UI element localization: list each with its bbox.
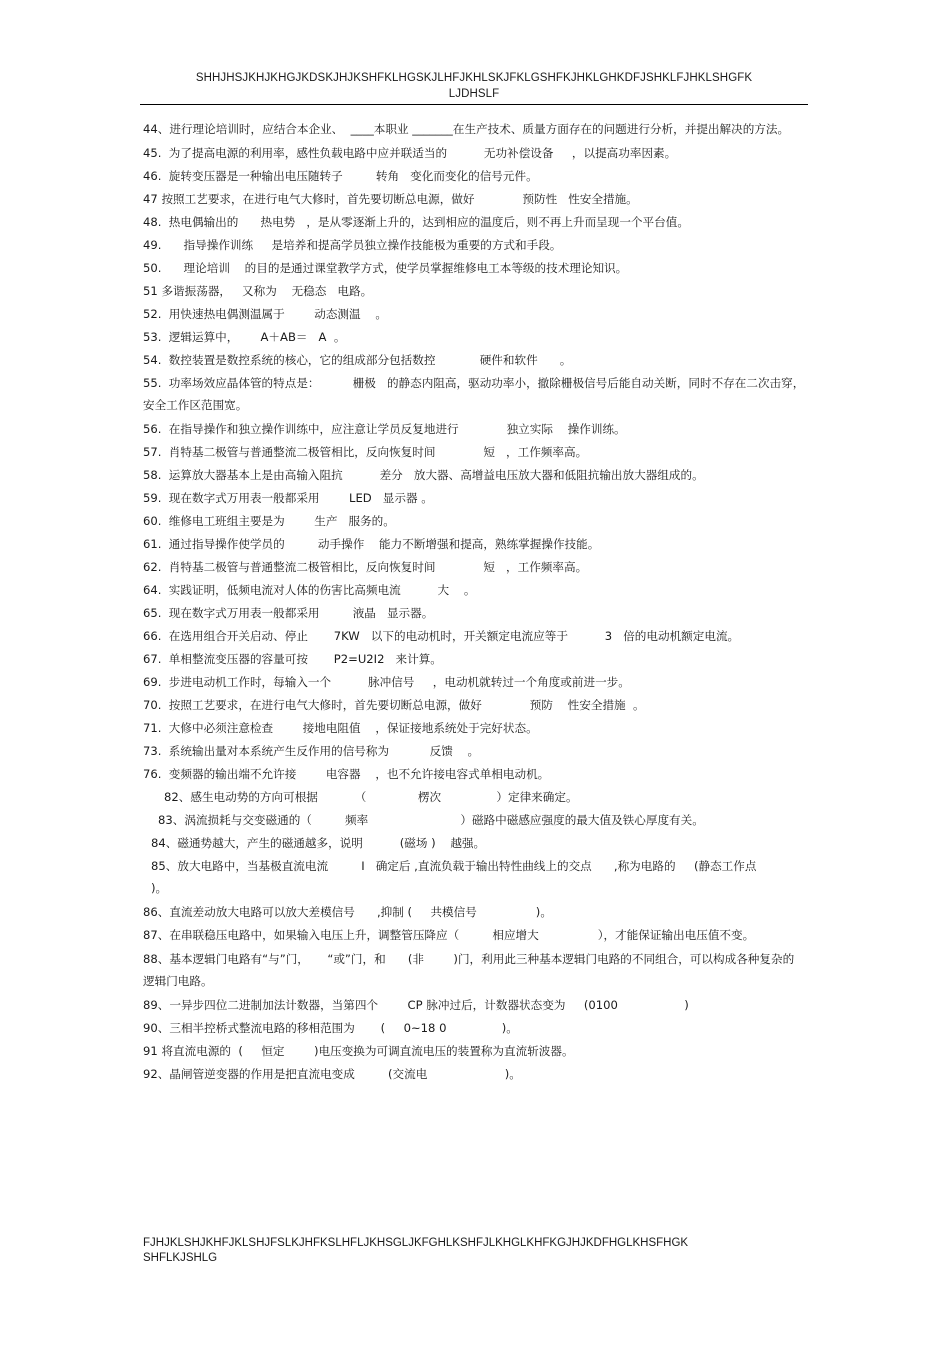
footer-line-1: FJHJKLSHJKHFJKLSHJFSLKJHFKSLHFLJKHSGLJKFGHLKSHFJLKHGLKHFKGJHJKDFHGLKHSFHGK bbox=[143, 1237, 689, 1249]
question-item: 70. 按照工艺要求，在进行电气大修时，首先要切断总电源，做好 预防 性安全措施 。 bbox=[143, 698, 645, 712]
question-item: 46. 旋转变压器是一种输出电压随转子 转角 变化而变化的信号元件。 bbox=[143, 169, 538, 183]
question-item: 57. 肖特基二极管与普通整流二极管相比，反向恢复时间 短 ，工作频率高。 bbox=[143, 445, 588, 459]
question-item: 60. 维修电工班组主要是为 生产 服务的。 bbox=[143, 514, 395, 528]
question-item: 58. 运算放大器基本上是由高输入阻抗 差分 放大器、高增益电压放大器和低阻抗输出放大器组成的。 bbox=[143, 468, 704, 482]
question-list bbox=[143, 118, 805, 1086]
question-item: 83、涡流损耗与交变磁通的（ 频率 ）磁路中磁感应强度的最大值及铁心厚度有关。 bbox=[158, 813, 704, 827]
question-item: 90、三相半控桥式整流电路的移相范围为 ( 0~18 0 )。 bbox=[143, 1021, 518, 1035]
question-item: 69. 步进电动机工作时，每输入一个 脉冲信号 ，电动机就转过一个角度或前进一步。 bbox=[143, 675, 630, 689]
question-item: 48. 热电偶输出的 热电势 ，是从零逐渐上升的，达到相应的温度后，则不再上升而呈现一个平台值。 bbox=[143, 215, 689, 229]
question-item: 44、进行理论培训时，应结合本企业、 ____本职业 _______在生产技术、质量方面存在的问题进行分析，并提出解决的方法。 bbox=[143, 122, 790, 136]
header-line-2: LJDHSLF bbox=[448, 88, 500, 100]
question-item: 59. 现在数字式万用表一般都采用 LED 显示器 。 bbox=[143, 491, 433, 505]
question-item: 49. 指导操作训练 是培养和提高学员独立操作技能极为重要的方式和手段。 bbox=[143, 238, 562, 252]
question-item: 71. 大修中必须注意检查 接地电阻值 ，保证接地系统处于完好状态。 bbox=[143, 721, 538, 735]
page-header bbox=[140, 70, 808, 102]
question-item: 54. 数控装置是数控系统的核心，它的组成部分包括数控 硬件和软件 。 bbox=[143, 353, 572, 367]
question-item: 64. 实践证明，低频电流对人体的伤害比高频电流 大 。 bbox=[143, 583, 476, 597]
question-item: 52. 用快速热电偶测温属于 动态测温 。 bbox=[143, 307, 387, 321]
question-item: 92、晶闸管逆变器的作用是把直流电变成 (交流电 )。 bbox=[143, 1067, 521, 1081]
question-item: 50. 理论培训 的目的是通过课堂教学方式，使学员掌握维修电工本等级的技术理论知识。 bbox=[143, 261, 628, 275]
question-item: 67. 单相整流变压器的容量可按 P2=U2I2 来计算。 bbox=[143, 652, 442, 666]
question-item: 87、在串联稳压电路中，如果输入电压上升，调整管压降应（ 相应增大 ），才能保证输出电压值不变。 bbox=[143, 928, 755, 942]
question-item: 62. 肖特基二极管与普通整流二极管相比，反向恢复时间 短 ，工作频率高。 bbox=[143, 560, 588, 574]
question-item: 55. 功率场效应晶体管的特点是： 栅极 的静态内阻高，驱动功率小，撤除栅极信号后能自动关断，同时不存在二次击穿，安全工作区范围宽。 bbox=[143, 376, 805, 412]
question-item: 85、放大电路中，当基极直流电流 I 确定后 ,直流负载于输出特性曲线上的交点 ,称为电路的 (静态工作点 )。 bbox=[151, 859, 794, 895]
question-item: 53. 逻辑运算中， A＋AB＝ A 。 bbox=[143, 330, 346, 344]
question-item: 51 多谐振荡器， 又称为 无稳态 电路。 bbox=[143, 284, 373, 298]
question-item: 86、直流差动放大电路可以放大差模信号 ,抑制 ( 共模信号 )。 bbox=[143, 905, 552, 919]
header-line-1: SHHJHSJKHJKHGJKDSKJHJKSHFKLHGSKJLHFJKHLSKJFKLGSHFKJHKLGHKDFJSHKLFJHKLSHGFK bbox=[195, 72, 753, 84]
question-item: 73. 系统输出量对本系统产生反作用的信号称为 反馈 。 bbox=[143, 744, 480, 758]
question-item: 76. 变频器的输出端不允许接 电容器 ，也不允许接电容式单相电动机。 bbox=[143, 767, 550, 781]
question-item: 91 将直流电源的 ( 恒定 )电压变换为可调直流电压的装置称为直流斩波器。 bbox=[143, 1044, 574, 1058]
question-item: 82、感生电动势的方向可根据 （ 楞次 ）定律来确定。 bbox=[164, 790, 578, 804]
question-item: 88、基本逻辑门电路有“与”门， “或”门，和 (非 )门，利用此三种基本逻辑门电路的不同组合，可以构成各种复杂的逻辑门电路。 bbox=[143, 952, 795, 988]
question-item: 56. 在指导操作和独立操作训练中，应注意让学员反复地进行 独立实际 操作训练。 bbox=[143, 422, 626, 436]
question-item: 45. 为了提高电源的利用率，感性负载电路中应并联适当的 无功补偿设备 ，以提高功率因素。 bbox=[143, 146, 677, 160]
page-footer bbox=[143, 1236, 803, 1266]
header-divider bbox=[140, 104, 808, 105]
question-item: 84、磁通势越大，产生的磁通越多，说明 (磁场 ) 越强。 bbox=[151, 836, 486, 850]
question-item: 65. 现在数字式万用表一般都采用 液晶 显示器。 bbox=[143, 606, 434, 620]
question-item: 66. 在选用组合开关启动、停止 7KW 以下的电动机时，开关额定电流应等于 3 倍的电动机额定电流。 bbox=[143, 629, 740, 643]
question-item: 89、一异步四位二进制加法计数器，当第四个 CP 脉冲过后，计数器状态变为 (0100 ) bbox=[143, 998, 689, 1012]
question-item: 61. 通过指导操作使学员的 动手操作 能力不断增强和提高，熟练掌握操作技能。 bbox=[143, 537, 600, 551]
footer-line-2: SHFLKJSHLG bbox=[143, 1252, 218, 1264]
question-item: 47 按照工艺要求，在进行电气大修时，首先要切断总电源，做好 预防性 性安全措施。 bbox=[143, 192, 638, 206]
